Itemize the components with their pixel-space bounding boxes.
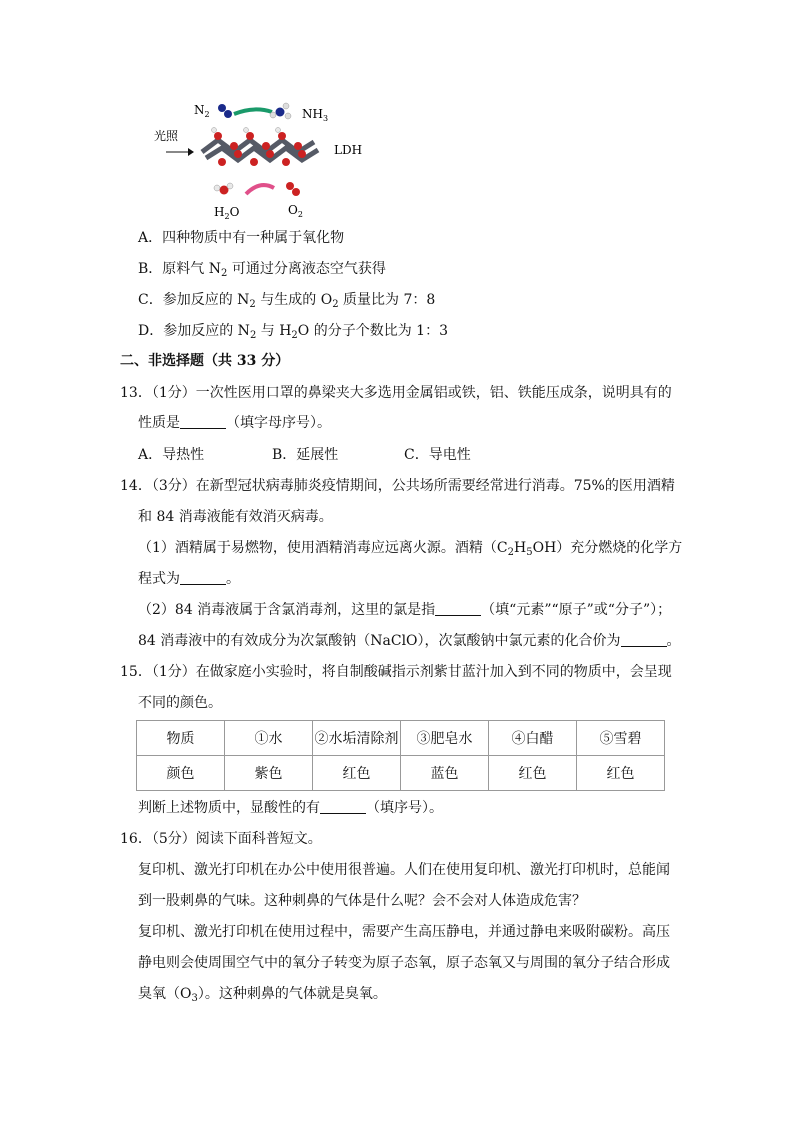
indicator-color-table: [136, 720, 665, 791]
table-cell: ⑤雪碧: [577, 721, 665, 756]
q15-question: 判断上述物质中，显酸性的有 （填序号）。: [138, 800, 443, 816]
q12-option-c: C．参加反应的 $N_2$ 与生成的 $O_2$ 质量比为 7：8: [138, 292, 436, 310]
table-row: [137, 721, 665, 756]
table-cell: 蓝色: [401, 756, 489, 791]
table-cell: 红色: [489, 756, 577, 791]
q16-para1-line1: 复印机、激光打印机在办公中使用很普遍。人们在使用复印机、激光打印机时，总能闻: [138, 862, 670, 878]
reaction-diagram: [148, 96, 388, 224]
table-cell: 颜色: [137, 756, 225, 791]
q15-line2: 不同的颜色。: [138, 695, 222, 711]
arrow-n2-to-nh3: [234, 109, 272, 114]
q14-valence-blank[interactable]: [621, 632, 667, 647]
section2-title: 二、非选择题（共 33 分）: [120, 353, 290, 369]
arrow-h2o-to-o2: [246, 185, 274, 194]
n2-label: $N_2$: [194, 103, 210, 119]
q13-line2: 性质是 （填字母序号）。: [138, 415, 331, 431]
q14-part2-line2: 84 消毒液中的有效成分为次氯酸钠（NaClO），次氯酸钠中氯元素的化合价为 。: [138, 633, 681, 649]
q12-option-d: D．参加反应的 $N_2$ 与 $H_2O$ 的分子个数比为 1：3: [138, 323, 448, 341]
q13-option-a: A．导热性: [138, 447, 205, 463]
ldh-lattice: [202, 128, 318, 167]
q16-para2-line2: 静电则会使周围空气中的氧分子转变为原子态氧，原子态氧又与周围的氧分子结合形成: [138, 955, 670, 971]
o2-label: $O_2$: [288, 203, 303, 219]
q14-part1: （1）酒精属于易燃物，使用酒精消毒应远离火源。酒精$(C_2H_5OH)$充分燃烧的化学方: [138, 540, 683, 558]
q14-equation-blank[interactable]: [180, 570, 226, 585]
h2o-molecule: [214, 183, 233, 195]
q12-option-b: B．原料气 $N_2$ 可通过分离液态空气获得: [138, 261, 386, 279]
table-cell: 物质: [137, 721, 225, 756]
q13-line1: 13．（1分）一次性医用口罩的鼻梁夹大多选用金属铝或铁，铝、铁能压成条，说明具有的: [120, 385, 672, 401]
q12-option-a: A．四种物质中有一种属于氧化物: [138, 230, 345, 246]
q13-option-c: C．导电性: [404, 447, 471, 463]
q13-option-b: B．延展性: [272, 447, 339, 463]
table-cell: ④白醋: [489, 721, 577, 756]
q14-line1: 14．（3分）在新型冠状病毒肺炎疫情期间，公共场所需要经常进行消毒。75%的医用酒精: [120, 478, 675, 494]
n2-molecule: [218, 104, 232, 118]
q15-answer-blank[interactable]: [320, 799, 366, 814]
light-label: 光照: [154, 129, 179, 143]
nh3-label: $NH_3$: [302, 107, 329, 123]
q16-para2-line1: 复印机、激光打印机在使用过程中，需要产生高压静电，并通过静电来吸附碳粉。高压: [138, 924, 670, 940]
table-cell: ②水垢清除剂: [313, 721, 401, 756]
q14-part2: （2）84 消毒液属于含氯消毒剂，这里的氯是指 （填“元素”“原子”或“分子”）；: [138, 602, 672, 618]
q16-para1-line2: 到一股刺鼻的气味。这种刺鼻的气体是什么呢？会不会对人体造成危害？: [138, 893, 586, 909]
q14-chlorine-blank[interactable]: [435, 601, 481, 616]
q14-line2: 和 84 消毒液能有效消灭病毒。: [138, 509, 333, 525]
q16-para2-line3: 臭氧$(O_3)$。这种刺鼻的气体就是臭氧。: [138, 986, 387, 1004]
q13-answer-blank[interactable]: [180, 414, 226, 429]
table-cell: ①水: [225, 721, 313, 756]
q15-line1: 15．（1分）在做家庭小实验时，将自制酸碱指示剂紫甘蓝汁加入到不同的物质中，会呈现: [120, 664, 672, 680]
table-cell: 红色: [577, 756, 665, 791]
q16-line1: 16．（5分）阅读下面科普短文。: [120, 831, 322, 847]
nh3-molecule: [270, 103, 291, 119]
o2-molecule: [286, 182, 300, 196]
table-cell: 红色: [313, 756, 401, 791]
table-cell: 紫色: [225, 756, 313, 791]
table-row: [137, 756, 665, 791]
ldh-label: LDH: [334, 143, 363, 157]
q14-part1-line2: 程式为 。: [138, 571, 240, 587]
light-arrow: [166, 148, 194, 156]
h2o-label: $H_2O$: [214, 205, 240, 221]
table-cell: ③肥皂水: [401, 721, 489, 756]
